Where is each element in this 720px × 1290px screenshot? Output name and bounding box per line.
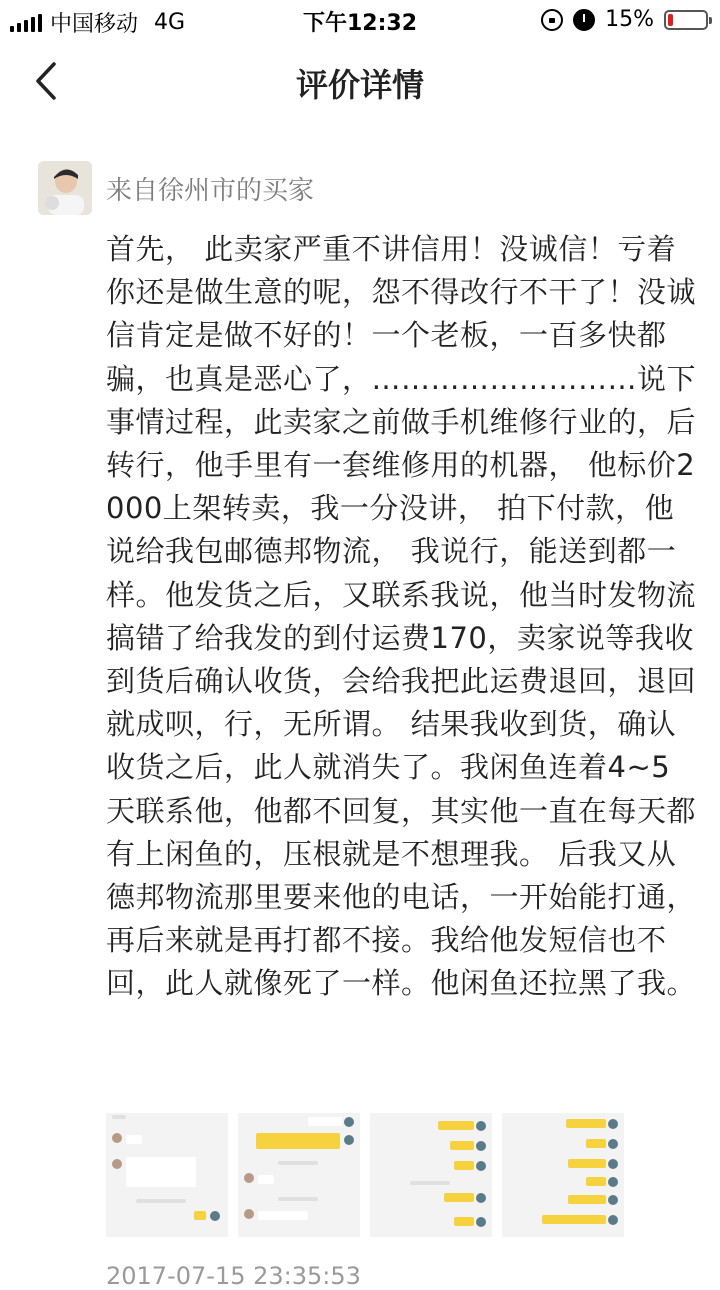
lock-rotation-icon <box>541 9 563 31</box>
review-images <box>106 1113 624 1237</box>
status-right <box>541 7 708 32</box>
battery-percent: 15% <box>605 7 654 32</box>
battery-icon <box>664 10 708 30</box>
status-bar <box>0 0 720 40</box>
review-image-4[interactable] <box>502 1113 624 1237</box>
alarm-icon <box>573 9 595 31</box>
status-time: 下午12:32 <box>302 11 418 36</box>
carrier-label: 中国移动 <box>50 12 139 37</box>
buyer-info <box>38 160 314 216</box>
review-image-2[interactable] <box>238 1113 360 1237</box>
review-date: 2017-07-15 23:35:53 <box>106 1262 361 1290</box>
battery-fill <box>668 14 673 26</box>
network-label: 4G <box>154 10 186 35</box>
buyer-label: 来自徐州市的买家 <box>106 175 315 206</box>
review-image-3[interactable] <box>370 1113 492 1237</box>
avatar-image <box>38 161 92 215</box>
review-text: 首先， 此卖家严重不讲信用！没诚信！亏着你还是做生意的呢，怨不得改行不干了！没诚信肯定是做不好的！一个老板，一百多快都骗，也真是恶心了，………………………说下事情过程，此卖家之前做手机维修行业的，后转行，他手里有一套维修用的机器， 他标价2000上架转卖，我一分没讲， 拍下付款，他说给我包邮德邦物流， 我说行，能送到都一样。他发货之后，又联系我说，他当时发物流搞错了给我发的到付运费170，卖家说等我收到货后确认收货，会给我把此运费退回，退回就成呗，行，无所谓。 结果我收到货，确认收货之后，此人就消失了。我闲鱼连着4~5天联系他，他都不回复，其实他一直在每天都有上闲鱼的，压根就是不想理我。 后我又从德邦物流那里要来他的电话，一开始能打通， 再后来就是再打都不接。我给他发短信也不回，此人就像死了一样。他闲鱼还拉黑了我。 <box>106 232 697 1001</box>
page-title: 评价详情 <box>295 66 424 104</box>
avatar[interactable] <box>38 161 92 215</box>
nav-bar <box>0 40 720 124</box>
review-image-1[interactable] <box>106 1113 228 1237</box>
